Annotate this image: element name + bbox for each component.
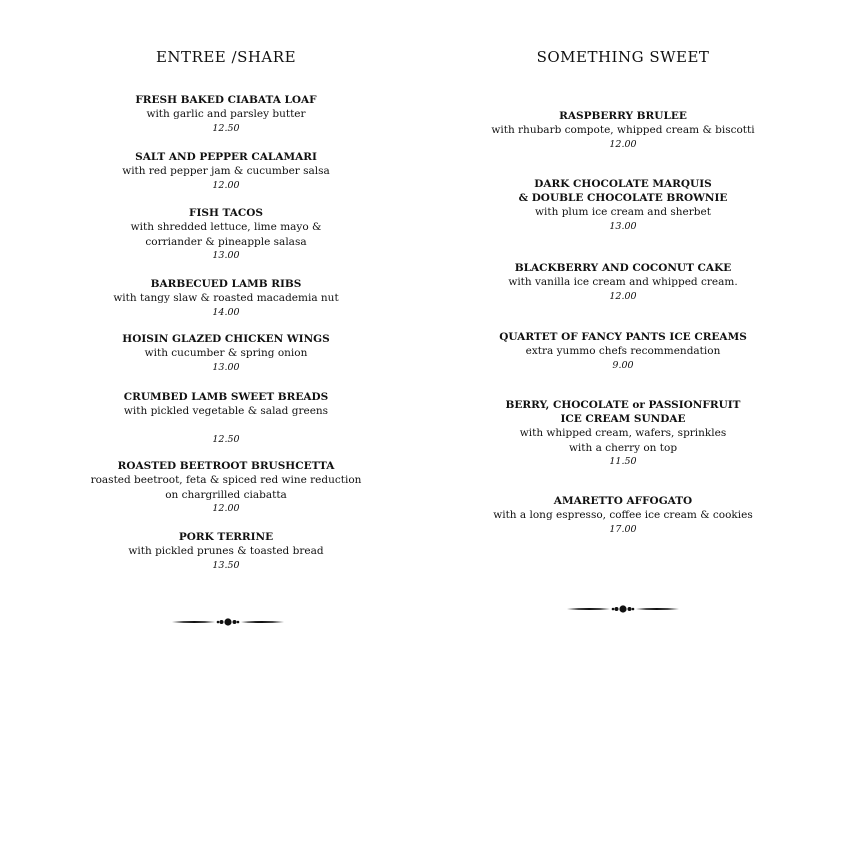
item-desc: with tangy slaw & roasted macademia nut (113, 292, 339, 304)
item-desc: with cucumber & spring onion (144, 347, 308, 359)
menu-item (483, 261, 763, 304)
item-price: 12.00 (609, 138, 637, 150)
item-name: FISH TACOS (189, 207, 263, 219)
item-name: BLACKBERRY AND COCONUT CAKE (514, 262, 732, 274)
item-desc: with rhubarb compote, whipped cream & biscotti (491, 124, 755, 136)
item-price: 9.00 (612, 359, 634, 371)
item-name: PORK TERRINE (178, 531, 274, 543)
menu-item (86, 459, 366, 516)
menu-item (483, 109, 763, 152)
item-price: 12.00 (212, 503, 240, 514)
item-desc: with vanilla ice cream and whipped cream. (508, 276, 738, 288)
item-name: & DOUBLE CHOCOLATE BROWNIE (518, 192, 728, 204)
menu-item (86, 206, 366, 263)
item-price: 12.00 (212, 179, 240, 191)
menu-item (483, 398, 763, 469)
menu-item (483, 494, 763, 537)
item-name: DARK CHOCOLATE MARQUIS (534, 178, 712, 190)
menu-item (86, 150, 366, 193)
item-desc: extra yummo chefs recommendation (525, 345, 721, 357)
item-desc: on chargrilled ciabatta (165, 488, 287, 501)
item-desc: with shredded lettuce, lime mayo & (130, 221, 322, 233)
divider-ornament-icon (170, 615, 286, 629)
menu-item (86, 332, 366, 375)
entree-heading: ENTREE /SHARE (155, 48, 297, 66)
item-price: 13.00 (609, 220, 637, 232)
item-name: ICE CREAM SUNDAE (560, 413, 686, 425)
item-desc: with garlic and parsley butter (146, 108, 306, 120)
menu-item (86, 390, 366, 447)
item-price: 17.00 (609, 523, 637, 535)
menu-item (86, 277, 366, 320)
divider-ornament-icon (565, 602, 681, 616)
item-price: 13.00 (212, 250, 240, 261)
item-price: 12.50 (212, 122, 240, 134)
dessert-heading: SOMETHING SWEET (536, 48, 710, 66)
item-desc: with a long espresso, coffee ice cream & cookies (493, 509, 753, 521)
menu-item (86, 530, 366, 573)
menu-item (483, 177, 763, 234)
item-name: QUARTET OF FANCY PANTS ICE CREAMS (499, 331, 747, 343)
item-price: 12.00 (609, 290, 637, 302)
item-desc: with plum ice cream and sherbet (535, 206, 711, 218)
menu-item (86, 93, 366, 136)
item-desc: with red pepper jam & cucumber salsa (122, 165, 330, 177)
item-price: 12.50 (212, 433, 240, 445)
item-desc: with a cherry on top (568, 441, 678, 454)
item-name: FRESH BAKED CIABATA LOAF (135, 94, 317, 106)
item-desc: corriander & pineapple salasa (145, 235, 307, 248)
item-name: SALT AND PEPPER CALAMARI (135, 151, 317, 163)
item-desc: roasted beetroot, feta & spiced red wine reduction (90, 474, 362, 486)
item-name: BARBECUED LAMB RIBS (150, 278, 302, 290)
item-price: 14.00 (212, 306, 240, 318)
item-desc: with pickled vegetable & salad greens (123, 405, 329, 417)
item-price: 13.50 (212, 559, 240, 571)
item-name: BERRY, CHOCOLATE or PASSIONFRUIT (505, 399, 741, 411)
item-desc: with whipped cream, wafers, sprinkles (519, 427, 727, 439)
item-desc: with pickled prunes & toasted bread (128, 545, 324, 557)
item-price: 13.00 (212, 361, 240, 373)
item-price: 11.50 (609, 456, 637, 467)
menu-item (483, 330, 763, 373)
item-name: RASPBERRY BRULEE (559, 110, 687, 122)
item-name: ROASTED BEETROOT BRUSHCETTA (117, 460, 335, 472)
item-name: HOISIN GLAZED CHICKEN WINGS (122, 333, 330, 345)
item-name: AMARETTO AFFOGATO (553, 495, 693, 507)
item-name: CRUMBED LAMB SWEET BREADS (123, 391, 329, 403)
